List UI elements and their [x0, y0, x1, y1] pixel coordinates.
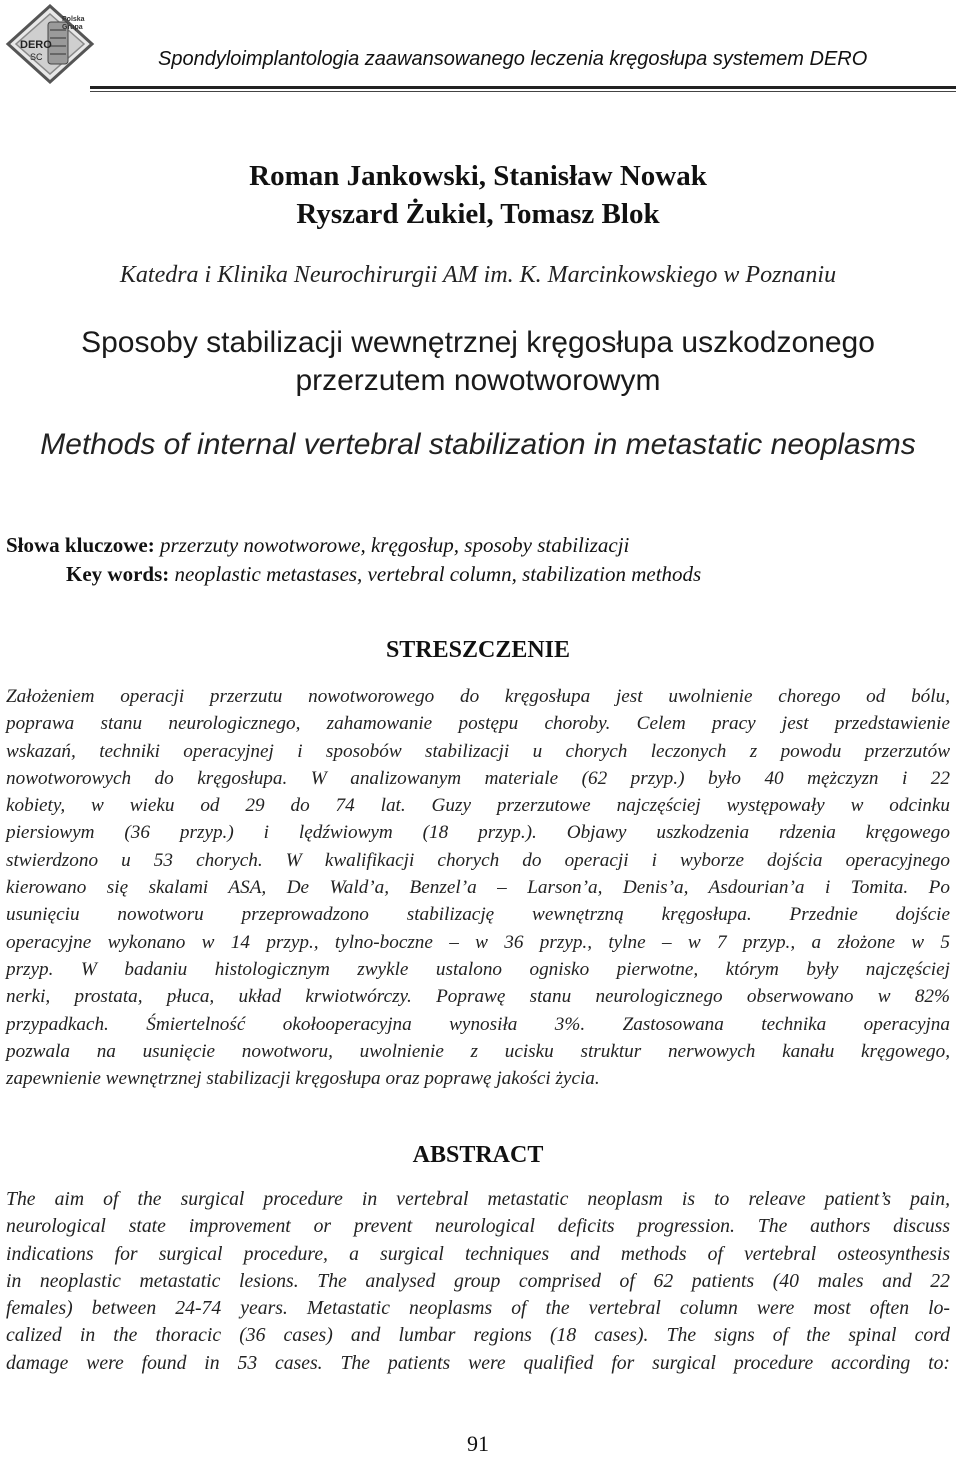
svg-text:SC: SC [30, 52, 43, 62]
section-heading-streszczenie: STRESZCZENIE [385, 637, 571, 663]
text-line: usunięciu nowotworu przeprowadzono stabilizację wewnętrzną kręgosłupa. Przednie dojście [6, 904, 950, 926]
text-line: zapewnienie wewnętrznej stabilizacji kręgosłupa oraz poprawę jakości życia. [6, 1068, 600, 1090]
svg-text:DERO: DERO [20, 39, 52, 51]
header-divider [90, 86, 956, 89]
section-heading-abstract: ABSTRACT [412, 1142, 544, 1168]
page-header [0, 0, 960, 92]
keywords-english [66, 562, 701, 587]
title-english: Methods of internal vertebral stabilization in metastatic neoplasms [40, 428, 916, 461]
text-line: stwierdzono u 53 chorych. W kwalifikacji chorych do operacji i wyborze dojścia operacyjnego [6, 849, 950, 871]
header-divider-thin [90, 91, 956, 92]
text-line: piersiowym (36 przyp.) i lędźwiowym (18 przyp.). Objawy uszkodzenia rdzenia kręgowego [6, 822, 950, 844]
keywords-value: przerzuty nowotworowe, kręgosłup, sposoby stabilizacji [160, 533, 630, 557]
text-line: pozwala na usunięcie nowotworu, uwolnienie z ucisku struktur nerwowych kanału kręgowego, [6, 1040, 950, 1062]
authors-line: Roman Jankowski, Stanisław Nowak [249, 160, 707, 192]
page-number: 91 [467, 1431, 489, 1456]
text-line: indications for surgical procedure, a surgical techniques and methods of vertebral osteosynthesis [6, 1242, 950, 1265]
keywords-label: Key words: [66, 562, 170, 586]
text-line: The aim of the surgical procedure in vertebral metastatic neoplasm is to releave patient’s pain, [6, 1188, 950, 1210]
text-line: nowotworowych do kręgosłupa. W analizowanym materiale (62 przyp.) było 40 mężczyzn i 22 [6, 767, 950, 789]
running-head: Spondyloimplantologia zaawansowanego leczenia kręgosłupa systemem DERO [158, 48, 868, 70]
authors [0, 157, 956, 233]
text-line: przypadkach. Śmiertelność okołooperacyjna wynosiła 3%. Zastosowana technika operacyjna [6, 1013, 950, 1035]
title-polish [0, 324, 956, 400]
abstract-english [6, 1186, 950, 1377]
affiliation: Katedra i Klinika Neurochirurgii AM im. K. Marcinkowskiego w Poznaniu [119, 262, 837, 288]
title-line: Sposoby stabilizacji wewnętrznej kręgosłupa uszkodzonego [81, 326, 875, 359]
abstract-polish [6, 683, 950, 1092]
text-line: kobiety, w wieku od 29 do 74 lat. Guzy przerzutowe najczęściej występowały w odcinku [6, 795, 950, 817]
text-line: kierowano się skalami ASA, De Wald’a, Benzel’a – Larson’a, Denis’a, Asdourian’a i Tomita. Po [6, 877, 950, 899]
keywords-value: neoplastic metastases, vertebral column, stabilization methods [174, 562, 702, 586]
text-line: damage were found in 53 cases. The patients were qualified for surgical procedure according to: [6, 1351, 950, 1374]
keywords-label: Słowa kluczowe: [6, 533, 155, 557]
title-line: przerzutem nowotworowym [295, 364, 661, 397]
text-line: neurological state improvement or prevent neurological deficits progression. The authors discuss [6, 1215, 950, 1238]
svg-text:Grupa: Grupa [62, 24, 83, 31]
text-line: calized in the thoracic (36 cases) and lumbar regions (18 cases). The signs of the spinal cord [6, 1324, 950, 1347]
text-line: operacyjne wykonano w 14 przyp., tylno-boczne – w 36 przyp., tylne – w 7 przyp., a złożone w 5 [6, 931, 950, 953]
authors-line: Ryszard Żukiel, Tomasz Blok [296, 198, 660, 230]
text-line: poprawa stanu neurologicznego, zahamowanie postępu choroby. Celem pracy jest przedstawienie [6, 713, 950, 735]
text-line: in neoplastic metastatic lesions. The analysed group comprised of 62 patients (40 males and 22 [6, 1269, 950, 1292]
text-line: nerki, prostata, płuca, układ krwiotwórczy. Poprawę stanu neurologicznego obserwowano w 82% [6, 986, 950, 1008]
text-line: females) between 24-74 years. Metastatic neoplasms of the vertebral column were most often lo- [6, 1297, 950, 1320]
text-line: wskazań, techniki operacyjnej i sposobów stabilizacji u chorych leczonych z powodu przerzutów [6, 740, 950, 762]
dero-group-logo-icon [4, 4, 96, 84]
keywords-polish [6, 533, 629, 558]
text-line: Założeniem operacji przerzutu nowotworowego do kręgosłupa jest uwolnienie chorego od bólu, [6, 686, 950, 707]
svg-text:Polska: Polska [62, 16, 85, 23]
text-line: przyp. W badaniu histologicznym zwykle ustalono ognisko pierwotne, którym były najczęściej [6, 958, 950, 980]
